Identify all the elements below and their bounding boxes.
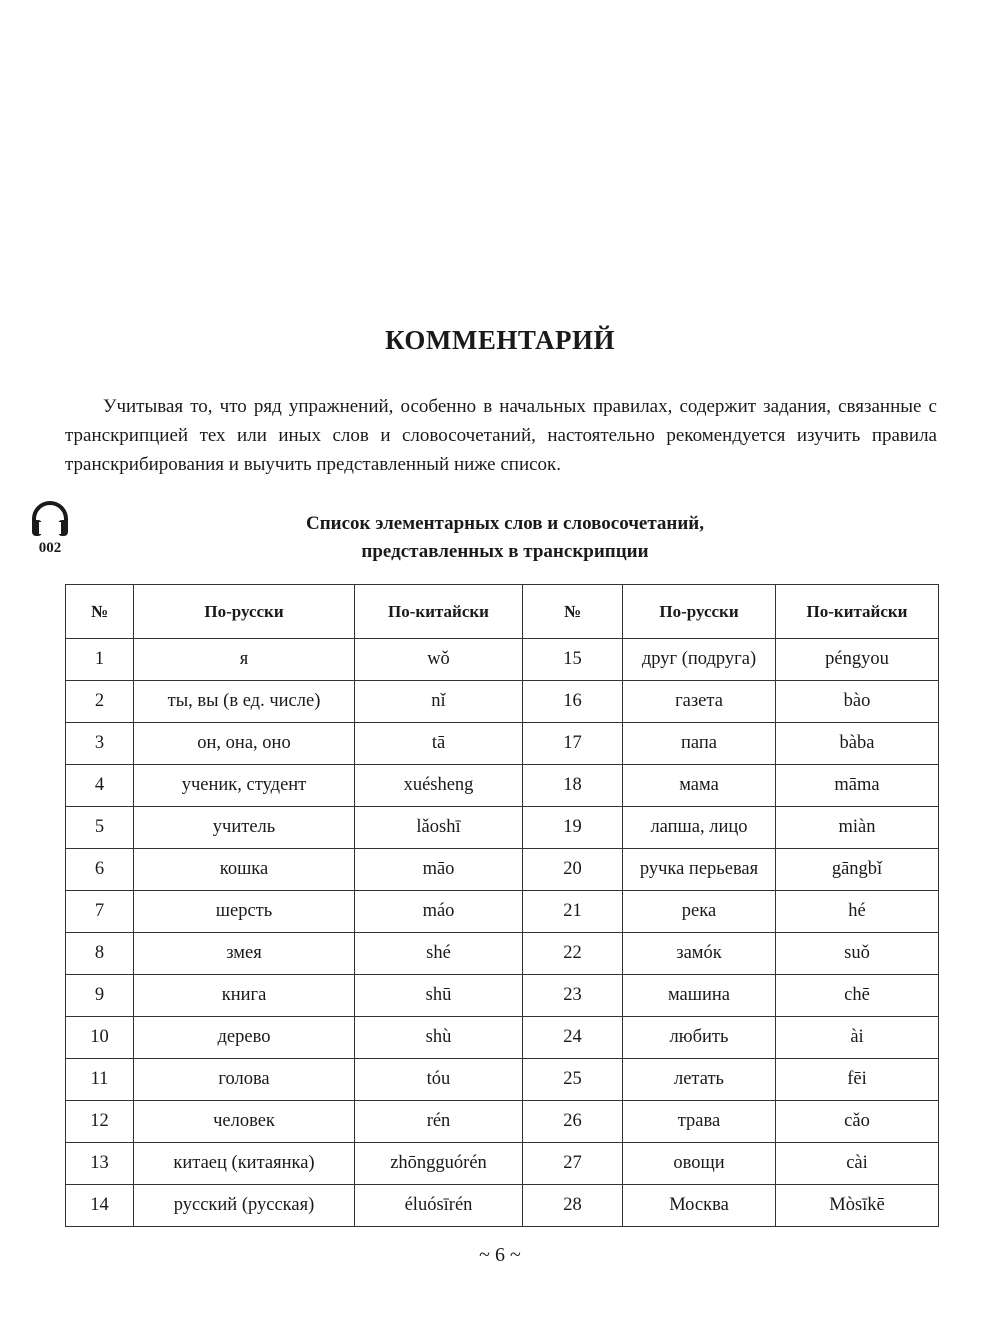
cell-russian: дерево [134,1017,355,1059]
cell-chinese: xuésheng [355,765,523,807]
header-number: № [66,585,134,639]
cell-chinese: hé [776,891,939,933]
cell-chinese: Mòsīkē [776,1185,939,1227]
cell-number: 24 [523,1017,623,1059]
cell-number: 21 [523,891,623,933]
cell-number: 25 [523,1059,623,1101]
list-title [150,510,860,566]
table-row [66,933,939,975]
cell-russian: голова [134,1059,355,1101]
header-chinese: По-китайски [776,585,939,639]
cell-number: 17 [523,723,623,765]
cell-number: 10 [66,1017,134,1059]
header-russian: По-русски [623,585,776,639]
cell-russian: шерсть [134,891,355,933]
cell-russian: Москва [623,1185,776,1227]
cell-russian: ты, вы (в ед. числе) [134,681,355,723]
page-title: КОММЕНТАРИЙ [384,325,616,355]
table-row [66,849,939,891]
cell-number: 15 [523,639,623,681]
cell-chinese: nǐ [355,681,523,723]
cell-chinese: éluósīrén [355,1185,523,1227]
vocabulary-table [65,584,939,1227]
cell-number: 2 [66,681,134,723]
cell-russian: мама [623,765,776,807]
table-row [66,1185,939,1227]
cell-number: 8 [66,933,134,975]
cell-number: 9 [66,975,134,1017]
cell-russian: друг (подруга) [623,639,776,681]
page-number: ~ 6 ~ [479,1244,521,1266]
cell-number: 23 [523,975,623,1017]
headphones-icon [30,500,70,538]
cell-number: 13 [66,1143,134,1185]
cell-chinese: shū [355,975,523,1017]
cell-number: 20 [523,849,623,891]
header-number: № [523,585,623,639]
cell-number: 4 [66,765,134,807]
cell-chinese: máo [355,891,523,933]
table-row [66,639,939,681]
cell-chinese: bào [776,681,939,723]
cell-russian: трава [623,1101,776,1143]
table-row [66,723,939,765]
table-row [66,891,939,933]
table-row [66,681,939,723]
cell-chinese: lǎoshī [355,807,523,849]
cell-chinese: rén [355,1101,523,1143]
cell-russian: ручка перьевая [623,849,776,891]
cell-chinese: suǒ [776,933,939,975]
cell-chinese: fēi [776,1059,939,1101]
cell-russian: машина [623,975,776,1017]
cell-chinese: cài [776,1143,939,1185]
audio-track-marker[interactable] [28,500,72,557]
header-russian: По-русски [134,585,355,639]
cell-russian: я [134,639,355,681]
cell-chinese: zhōngguórén [355,1143,523,1185]
table-row [66,1101,939,1143]
cell-russian: замóк [623,933,776,975]
cell-chinese: chē [776,975,939,1017]
cell-russian: кошка [134,849,355,891]
cell-russian: китаец (китаянка) [134,1143,355,1185]
cell-chinese: shé [355,933,523,975]
table-row [66,1059,939,1101]
cell-chinese: bàba [776,723,939,765]
cell-russian: лапша, лицо [623,807,776,849]
cell-number: 12 [66,1101,134,1143]
cell-chinese: ài [776,1017,939,1059]
cell-number: 16 [523,681,623,723]
cell-chinese: tā [355,723,523,765]
table-row [66,807,939,849]
cell-number: 18 [523,765,623,807]
cell-chinese: péngyou [776,639,939,681]
cell-number: 7 [66,891,134,933]
cell-number: 26 [523,1101,623,1143]
cell-russian: человек [134,1101,355,1143]
table-row [66,1017,939,1059]
cell-chinese: shù [355,1017,523,1059]
cell-number: 22 [523,933,623,975]
cell-number: 28 [523,1185,623,1227]
intro-paragraph: Учитывая то, что ряд упражнений, особенно в начальных правилах, содержит задания, связанные с транскрипцией тех или иных слов и словосочетаний, настоятельно рекомендуется изучить правила транскрибирования и выучить представленный ниже список. [65,396,937,475]
table-row [66,1143,939,1185]
cell-chinese: māo [355,849,523,891]
cell-russian: он, она, оно [134,723,355,765]
cell-russian: газета [623,681,776,723]
cell-russian: учитель [134,807,355,849]
cell-russian: книга [134,975,355,1017]
cell-number: 27 [523,1143,623,1185]
cell-number: 6 [66,849,134,891]
cell-russian: летать [623,1059,776,1101]
table-row [66,765,939,807]
audio-track-number: 002 [38,540,62,556]
cell-number: 11 [66,1059,134,1101]
cell-russian: папа [623,723,776,765]
table-row [66,975,939,1017]
cell-chinese: wǒ [355,639,523,681]
cell-russian: овощи [623,1143,776,1185]
cell-chinese: gāngbǐ [776,849,939,891]
list-title-line-2: представленных в транскрипции [361,541,649,562]
list-title-line-1: Список элементарных слов и словосочетаний, [305,513,705,534]
cell-number: 3 [66,723,134,765]
cell-number: 1 [66,639,134,681]
header-chinese: По-китайски [355,585,523,639]
cell-chinese: cǎo [776,1101,939,1143]
cell-chinese: miàn [776,807,939,849]
table-header-row [66,585,939,639]
cell-russian: ученик, студент [134,765,355,807]
cell-russian: русский (русская) [134,1185,355,1227]
cell-chinese: tóu [355,1059,523,1101]
cell-number: 5 [66,807,134,849]
cell-russian: любить [623,1017,776,1059]
cell-russian: река [623,891,776,933]
cell-chinese: māma [776,765,939,807]
cell-number: 14 [66,1185,134,1227]
cell-number: 19 [523,807,623,849]
cell-russian: змея [134,933,355,975]
